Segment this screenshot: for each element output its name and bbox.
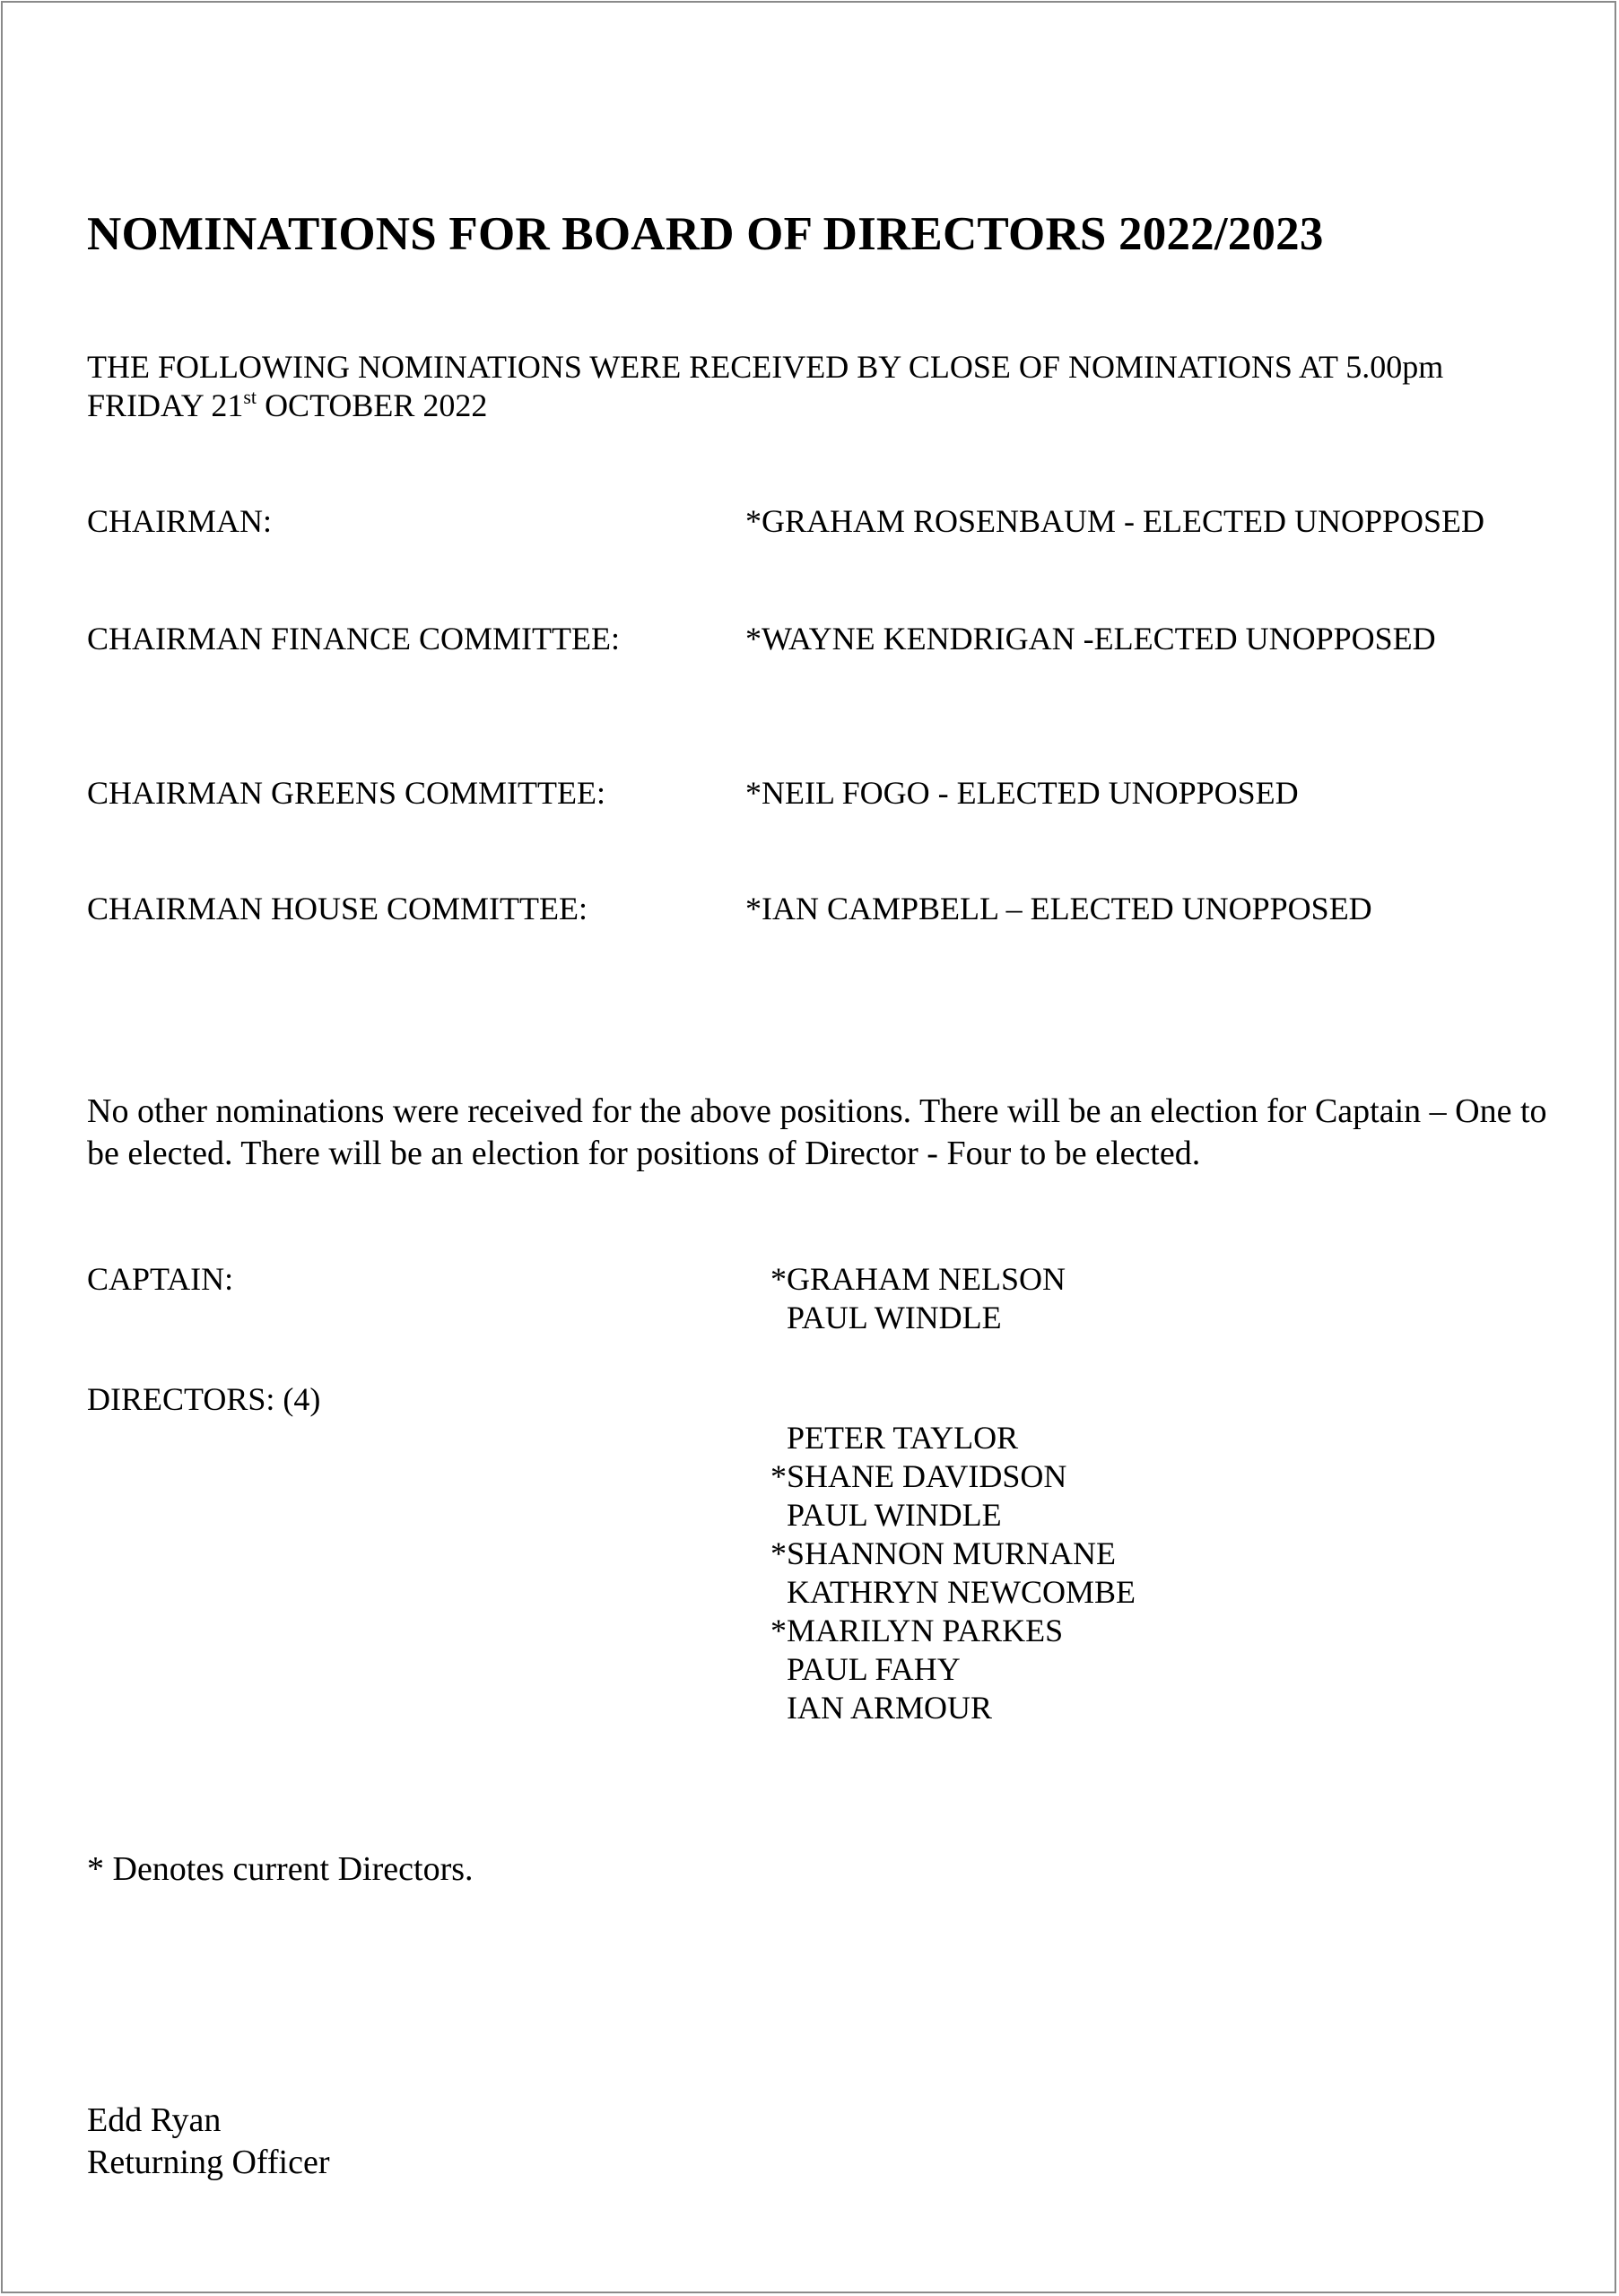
candidate-name: PETER TAYLOR — [787, 1420, 1019, 1456]
position-value-house: *IAN CAMPBELL – ELECTED UNOPPOSED — [745, 891, 1372, 926]
position-label-greens: CHAIRMAN GREENS COMMITTEE: — [87, 775, 606, 811]
candidate-row — [770, 1689, 1136, 1727]
election-paragraph: No other nominations were received for the above positions. There will be an election for Captain – One to be elected. There will be an election for positions of Director - Four to be elected. — [87, 1092, 1547, 1172]
current-director-marker: * — [770, 1261, 787, 1297]
current-director-marker: * — [770, 1458, 787, 1494]
intro-date-prefix: FRIDAY 21 — [87, 387, 244, 423]
position-value-greens: *NEIL FOGO - ELECTED UNOPPOSED — [745, 775, 1299, 811]
signature-block — [87, 2100, 330, 2184]
candidate-name: PAUL WINDLE — [787, 1300, 1002, 1335]
candidate-row — [770, 1260, 1066, 1299]
intro-line-1: THE FOLLOWING NOMINATIONS WERE RECEIVED BY CLOSE OF NOMINATIONS AT 5.00pm — [87, 349, 1444, 385]
candidate-name: IAN ARMOUR — [787, 1690, 993, 1726]
current-director-marker: * — [770, 1535, 787, 1571]
candidate-name: PAUL WINDLE — [787, 1497, 1002, 1533]
footnote: * Denotes current Directors. — [87, 1850, 474, 1888]
candidate-row — [770, 1496, 1136, 1535]
candidate-name: PAUL FAHY — [787, 1651, 961, 1687]
intro-date-suffix: OCTOBER 2022 — [257, 387, 488, 423]
candidate-row — [770, 1419, 1136, 1457]
intro-text — [87, 348, 1443, 429]
director-candidates — [770, 1419, 1136, 1727]
candidate-name: SHANE DAVIDSON — [787, 1458, 1067, 1494]
candidate-row — [770, 1612, 1136, 1650]
document-title: NOMINATIONS FOR BOARD OF DIRECTORS 2022/2023 — [87, 208, 1324, 260]
position-value-chairman: *GRAHAM ROSENBAUM - ELECTED UNOPPOSED — [745, 503, 1485, 539]
position-label-finance: CHAIRMAN FINANCE COMMITTEE: — [87, 621, 620, 657]
captain-candidates — [770, 1260, 1066, 1337]
position-label-chairman: CHAIRMAN: — [87, 503, 273, 539]
signatory-name: Edd Ryan — [87, 2101, 222, 2139]
document-page — [1, 1, 1616, 2293]
captain-label: CAPTAIN: — [87, 1261, 234, 1297]
position-label-house: CHAIRMAN HOUSE COMMITTEE: — [87, 891, 588, 926]
candidate-name: SHANNON MURNANE — [787, 1535, 1117, 1571]
current-director-marker: * — [770, 1613, 787, 1648]
intro-line-2 — [87, 387, 1443, 429]
candidate-row — [770, 1573, 1136, 1612]
intro-date-ordinal: st — [243, 386, 257, 408]
candidate-row — [770, 1535, 1136, 1573]
candidate-name: MARILYN PARKES — [787, 1613, 1064, 1648]
candidate-row — [770, 1650, 1136, 1689]
signatory-title: Returning Officer — [87, 2144, 330, 2181]
directors-label: DIRECTORS: (4) — [87, 1381, 321, 1417]
candidate-row — [770, 1457, 1136, 1496]
candidate-name: GRAHAM NELSON — [787, 1261, 1066, 1297]
candidate-row — [770, 1299, 1066, 1337]
position-value-finance: *WAYNE KENDRIGAN -ELECTED UNOPPOSED — [745, 621, 1436, 657]
candidate-name: KATHRYN NEWCOMBE — [787, 1574, 1136, 1610]
